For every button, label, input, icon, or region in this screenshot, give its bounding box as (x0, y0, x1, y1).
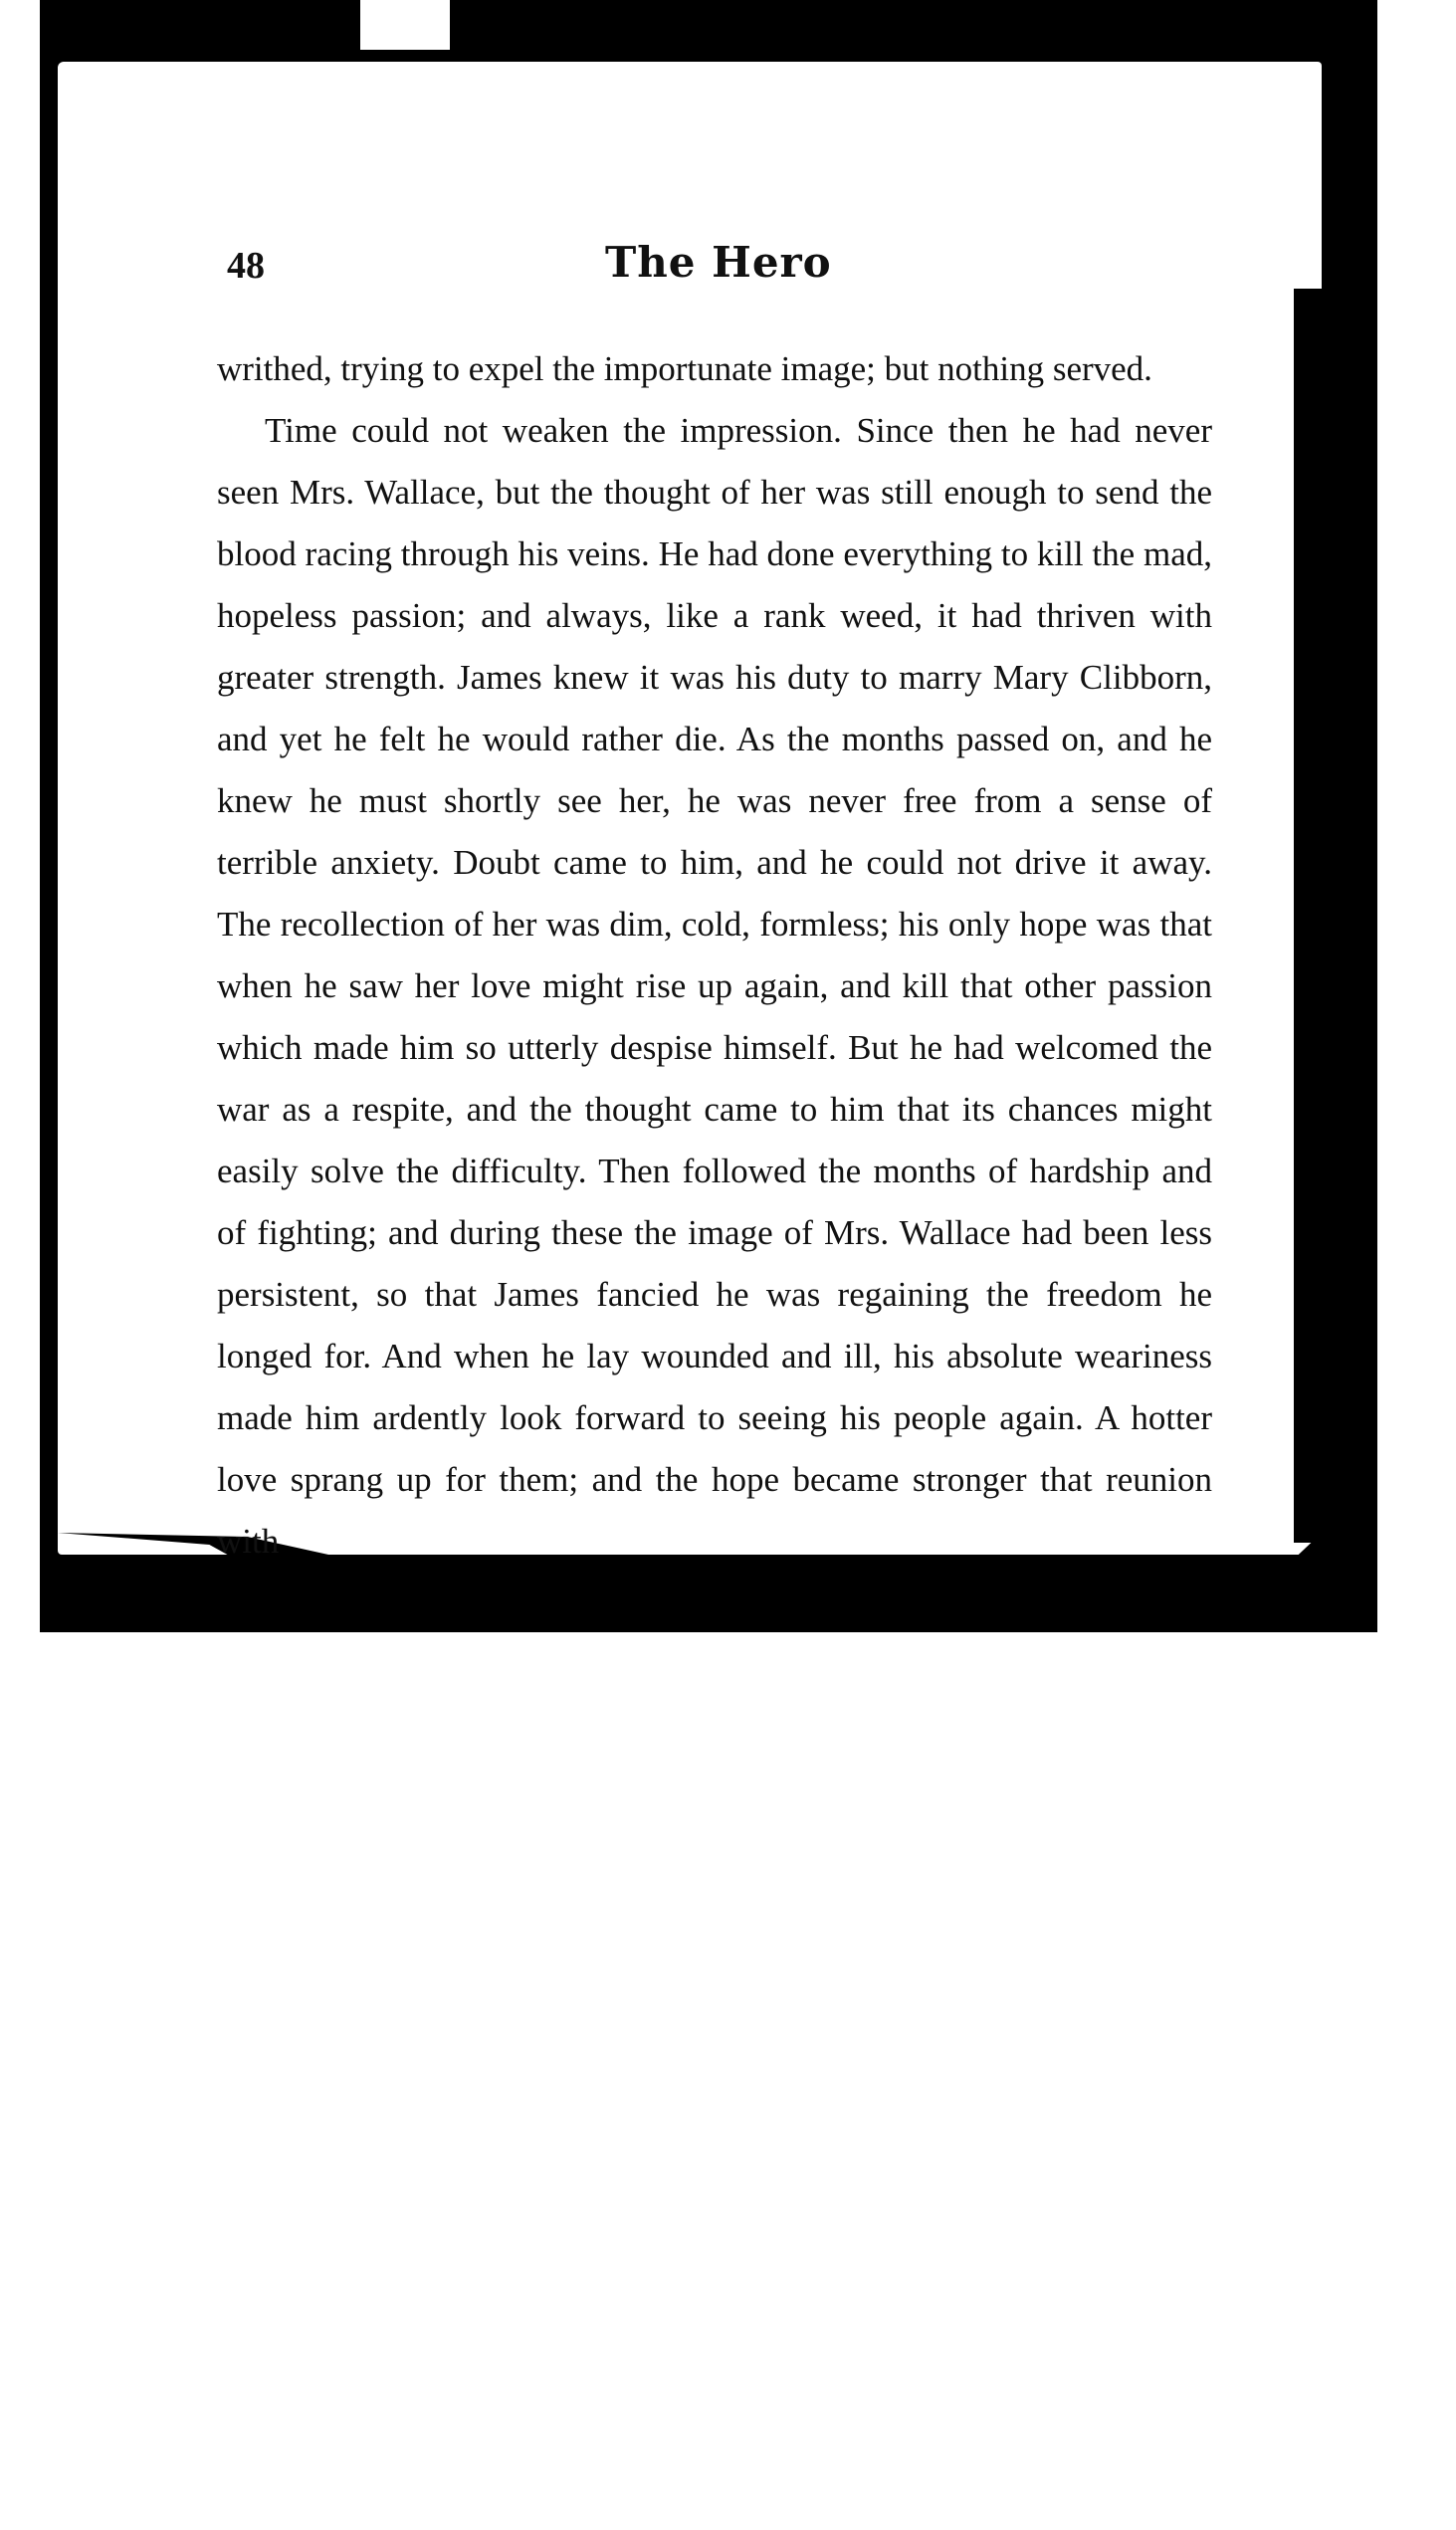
page-right-shadow (1294, 289, 1324, 1543)
scan-edge-notch (360, 0, 450, 50)
running-title: The Hero (605, 238, 832, 287)
paragraph-continued: writhed, trying to expel the importunate image; but nothing served. (217, 349, 1152, 388)
page-header (227, 238, 1222, 304)
page-number: 48 (227, 245, 265, 287)
body-text (217, 338, 1212, 1573)
paragraph: Time could not weaken the impression. Since then he had never seen Mrs. Wallace, but the thought of her was still enough to send the blood racing through his veins. He had done everything to kill the mad, hopeless passion; and always, like a rank weed, it had thriven with greater strength. James knew it was his duty to marry Mary Clibborn, and yet he felt he would rather die. As the months passed on, and he knew he must shortly see her, he was never free from a sense of terrible anxiety. Doubt came to him, and he could not drive it away. The recollection of her was dim, cold, formless; his only hope was that when he saw her love might rise up again, and kill that other passion which made him so utterly despise himself. But he had welcomed the war as a respite, and the thought came to him that its chances might easily solve the difficulty. Then followed the months of hardship and of fighting; and during these the image of Mrs. Wallace had been less persistent, so that James fancied he was regaining the freedom he longed for. And when he lay wounded and ill, his absolute weariness made him ardently look forward to seeing his people again. A hotter love sprang up for them; and the hope became stronger that reunion with (217, 411, 1212, 1561)
